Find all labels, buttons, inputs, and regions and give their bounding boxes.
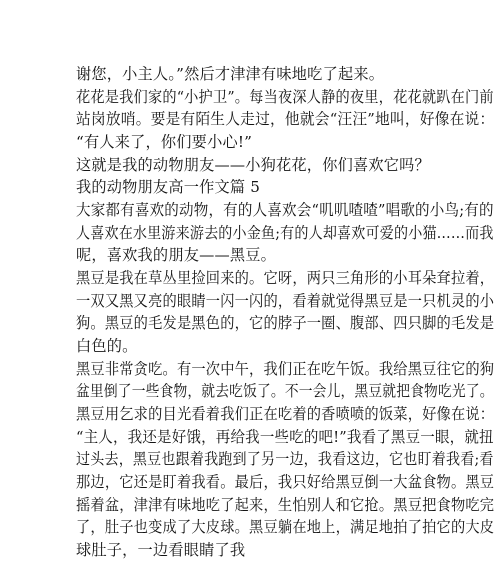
text-line: 呢，喜欢我的朋友——黑豆。 <box>76 246 277 265</box>
text-line: 狗。黑豆的毛发是黑色的，它的脖子一圈、腹部、四只脚的毛发是 <box>76 314 495 333</box>
text-line: 这就是我的动物朋友——小狗花花，你们喜欢它吗？ <box>76 155 430 174</box>
text-line: 那边，它还是盯着我看。最后，我只好给黑豆倒一大盆食物。黑豆 <box>76 473 495 491</box>
text-line: 盆里倒了一些食物，就去吃饭了。不一会儿，黑豆就把食物吃光了。 <box>76 382 494 401</box>
text-line: 站岗放哨。要是有陌生人走过，他就会“汪汪”地叫，好像在说： <box>76 110 495 129</box>
text-line: 球肚子，一边看眼睛了我 <box>76 541 246 559</box>
text-line: 大家都有喜欢的动物，有的人喜欢会“叽叽喳喳”唱歌的小鸟;有的 <box>76 201 494 219</box>
text-line: 花花是我们家的“小护卫”。每当夜深人静的夜里，花花就趴在门前 <box>76 87 494 106</box>
text-line: 过头去，黑豆也跟着我跑到了另一边，我看这边，它也盯着我看;看 <box>76 450 494 469</box>
text-line: 白色的。 <box>76 337 138 355</box>
text-line: 黑豆非常贪吃。有一次中午，我们正在吃午饭。我给黑豆往它的狗 <box>76 359 495 378</box>
text-line: 摇着盆，津津有味地吃了起来，生怕别人和它抢。黑豆把食物吃完 <box>76 495 495 514</box>
section-heading: 我的动物朋友高一作文篇 5 <box>76 178 261 197</box>
text-line: 一双又黑又亮的眼睛一闪一闪的，看着就觉得黑豆是一只机灵的小 <box>76 291 495 310</box>
text-line: “有人来了，你们要小心!” <box>76 133 253 151</box>
text-line: 人喜欢在水里游来游去的小金鱼;有的人却喜欢可爱的小猫……而我 <box>76 223 494 242</box>
text-line: 谢您，小主人。”然后才津津有味地吃了起来。 <box>76 65 385 83</box>
text-line: “主人，我还是好饿，再给我一些吃的吧!”我看了黑豆一眼，就扭 <box>76 427 494 446</box>
text-line: 了，肚子也变成了大皮球。黑豆躺在地上，满足地拍了拍它的大皮 <box>76 518 495 537</box>
text-line: 黑豆是我在草丛里捡回来的。它呀，两只三角形的小耳朵耷拉着， <box>76 269 495 287</box>
text-line: 黑豆用乞求的目光看着我们正在吃着的香喷喷的饭菜，好像在说： <box>76 405 495 423</box>
